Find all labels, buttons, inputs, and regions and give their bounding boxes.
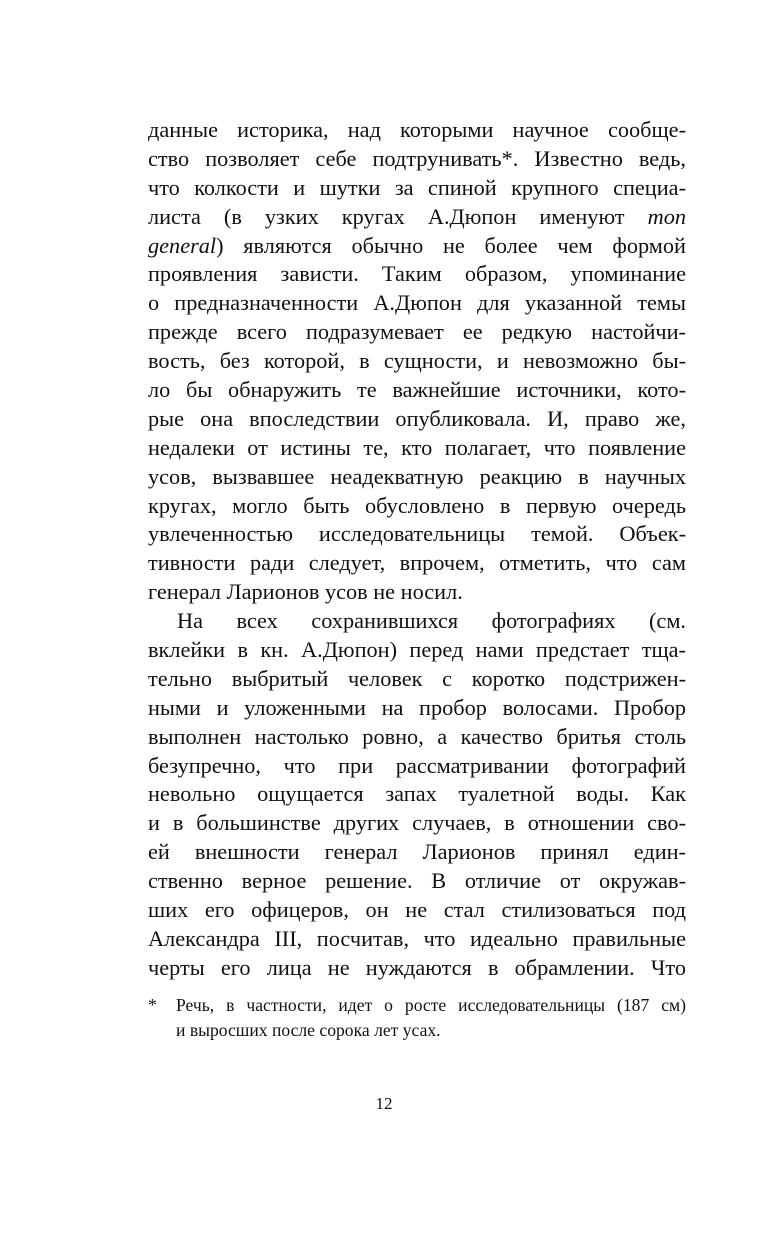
text-line: тивности ради следует, впрочем, отметить, что сам	[148, 550, 686, 576]
text-line: ей внешности генерал Ларионов принял един-	[148, 839, 686, 865]
page-number: 12	[375, 1094, 393, 1113]
footnote-line: и выросших после сорока лет усах.	[176, 1020, 441, 1040]
text-line: ло бы обнаружить те важнейшие источники, кото-	[148, 377, 686, 403]
text-line: ственно верное решение. В отличие от окружав-	[148, 868, 686, 894]
text-line	[148, 232, 686, 261]
text-line	[148, 203, 686, 232]
text-line: вость, без которой, в сущности, и невозможно бы-	[148, 348, 686, 374]
text-line: прежде всего подразумевает ее редкую настойчи-	[148, 319, 686, 345]
italic-term: mon	[647, 203, 686, 229]
text-line: На всех сохранившихся фотографиях (см.	[177, 608, 686, 634]
text-line: рые она впоследствии опубликовала. И, право же,	[148, 405, 686, 431]
footnote-line: Речь, в частности, идет о росте исследовательницы (187 см)	[176, 995, 686, 1015]
text-line: ство позволяет себе подтрунивать*. Известно ведь,	[148, 145, 686, 171]
text-line: что колкости и шутки за спиной крупного специа-	[148, 174, 686, 200]
text-line: генерал Ларионов усов не носил.	[148, 579, 463, 605]
text-line: невольно ощущается запах туалетной воды. Как	[148, 781, 686, 807]
footnote-body	[176, 993, 686, 1043]
text-line: недалеки от истины те, кто полагает, что появление	[148, 434, 686, 460]
text-line: о предназначенности А.Дюпон для указанной темы	[148, 290, 686, 316]
footnote	[148, 993, 686, 1043]
text-line: усов, вызвавшее неадекватную реакцию в научных	[148, 463, 686, 489]
text-line: кругах, могло быть обусловлено в первую очередь	[148, 492, 686, 518]
main-text	[148, 116, 686, 983]
text-line: тельно выбритый человек с коротко подстрижен-	[148, 665, 686, 691]
text-line: выполнен настолько ровно, а качество бритья столь	[148, 723, 686, 749]
text-line: ными и уложенными на пробор волосами. Пробор	[148, 694, 686, 720]
text-line: вклейки в кн. А.Дюпон) перед нами предстает тща-	[148, 637, 686, 663]
text-line: и в большинстве других случаев, в отношении сво-	[148, 810, 686, 836]
footnote-marker: *	[148, 995, 157, 1015]
text-line: данные историка, над которыми научное сообще-	[148, 117, 686, 142]
text-line: ших его офицеров, он не стал стилизоваться под	[148, 897, 686, 923]
text-line: Александра III, посчитав, что идеально правильные	[148, 925, 686, 951]
text-line: проявления зависти. Таким образом, упоминание	[148, 261, 686, 287]
text-run: ) являются обычно не более чем формой	[216, 232, 686, 258]
text-line: черты его лица не нуждаются в обрамлении. Что	[148, 954, 686, 980]
text-line: увлеченностью исследовательницы темой. Объек-	[148, 521, 686, 547]
italic-term: general	[148, 232, 217, 258]
text-run: листа (в узких кругах А.Дюпон именуют	[148, 203, 625, 229]
text-line: безупречно, что при рассматривании фотографий	[148, 752, 686, 778]
